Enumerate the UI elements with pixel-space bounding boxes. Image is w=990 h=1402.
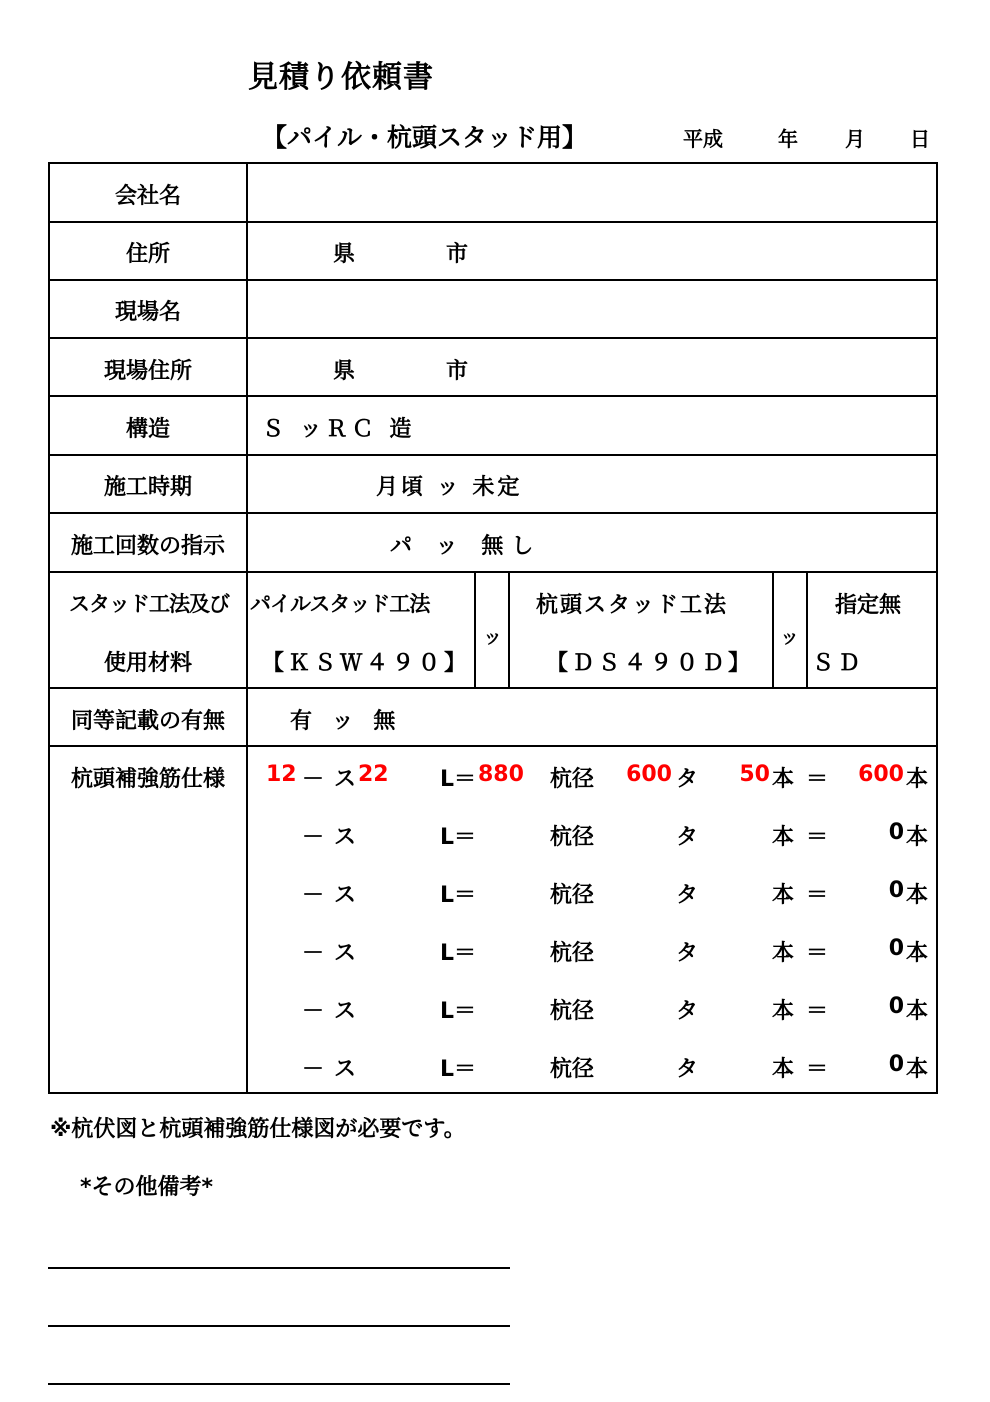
rebar-dash: － (302, 941, 325, 966)
address-city: 市 (446, 242, 469, 267)
column-divider (806, 571, 808, 687)
document-title: 見積り依頼書 (248, 60, 434, 95)
row-divider (50, 512, 936, 514)
address-label: 住所 (125, 242, 170, 267)
row-divider (50, 687, 936, 689)
equals-sign: ＝ (806, 767, 829, 792)
rebar-total-unit: 本 (906, 999, 929, 1024)
rebar-total-unit: 本 (906, 767, 929, 792)
rebar-length-label: L＝ (440, 825, 477, 850)
rebar-total[interactable]: 0 (888, 936, 904, 961)
row-divider (50, 395, 936, 397)
pile-diameter[interactable]: 600 (626, 762, 672, 787)
schedule-label: 施工時期 (103, 475, 192, 500)
rebar-grade-mark: ス (334, 999, 357, 1024)
column-divider (772, 571, 774, 687)
pile-stud-material: 【ＫＳＷ４９０】 (262, 651, 471, 676)
company-label: 会社名 (114, 184, 181, 209)
remarks-title: *その他備考* (80, 1175, 214, 1200)
row-divider (50, 745, 936, 747)
date-year-label: 年 (778, 127, 798, 151)
rebar-total-unit: 本 (906, 883, 929, 908)
date-era: 平成 (683, 127, 723, 151)
rebar-length-label: L＝ (440, 941, 477, 966)
quote-request-form (48, 162, 938, 1094)
rebar-grade-mark: ス (334, 941, 357, 966)
rebar-total[interactable]: 0 (888, 878, 904, 903)
row-divider (50, 221, 936, 223)
pile-count-unit: 本 (772, 941, 795, 966)
pile-count-unit: 本 (772, 999, 795, 1024)
row-divider (50, 337, 936, 339)
rebar-total-unit: 本 (906, 825, 929, 850)
address-pref: 県 (333, 242, 356, 267)
rebar-diameter[interactable]: 22 (358, 762, 389, 787)
equals-sign: ＝ (806, 883, 829, 908)
site-address-city: 市 (446, 359, 469, 384)
pile-diameter-label: 杭径 (550, 883, 595, 908)
stud-method-label: スタッド工法及び (69, 592, 229, 616)
column-divider (508, 571, 510, 687)
schedule-value: 月頃 ッ 未定 (376, 475, 523, 500)
equivalent-label: 同等記載の有無 (70, 709, 225, 734)
equals-sign: ＝ (806, 941, 829, 966)
material-label: 使用材料 (103, 651, 192, 676)
instruction-value: パ ッ 無し (390, 534, 542, 559)
pile-count-unit: 本 (772, 767, 795, 792)
rebar-dash: － (302, 825, 325, 850)
rebar-grade-mark: ス (334, 825, 357, 850)
remarks-line[interactable] (48, 1383, 510, 1385)
rebar-spec-label: 杭頭補強筋仕様 (70, 767, 225, 792)
equivalent-value: 有 ッ 無 (290, 709, 402, 734)
structure-label: 構造 (125, 417, 170, 442)
remarks-line[interactable] (48, 1325, 510, 1327)
pile-diameter-unit: タ (676, 1057, 699, 1082)
row-divider (50, 571, 936, 573)
pile-diameter-label: 杭径 (550, 767, 595, 792)
pile-count-unit: 本 (772, 883, 795, 908)
site-address-label: 現場住所 (103, 359, 192, 384)
rebar-total-unit: 本 (906, 941, 929, 966)
rebar-total[interactable]: 0 (888, 994, 904, 1019)
pile-diameter-label: 杭径 (550, 941, 595, 966)
site-name-label: 現場名 (114, 300, 181, 325)
rebar-grade-mark: ス (334, 883, 357, 908)
pile-count-unit: 本 (772, 825, 795, 850)
pile-diameter-unit: タ (676, 941, 699, 966)
column-divider (246, 164, 248, 1094)
pile-count[interactable]: 50 (739, 762, 770, 787)
pile-stud-method: パイルスタッド工法 (250, 592, 430, 616)
rebar-dash: － (302, 767, 325, 792)
rebar-dash: － (302, 999, 325, 1024)
rebar-dash: － (302, 883, 325, 908)
instruction-label: 施工回数の指示 (70, 534, 225, 559)
date-day-label: 日 (910, 127, 930, 151)
pile-diameter-unit: タ (676, 825, 699, 850)
pile-head-stud-material: 【ＤＳ４９０Ｄ】 (546, 651, 755, 676)
pile-stud-check[interactable]: ッ (483, 626, 503, 648)
rebar-total[interactable]: 0 (888, 820, 904, 845)
unspecified-option: 指定無 (835, 593, 902, 618)
rebar-total-unit: 本 (906, 1057, 929, 1082)
equals-sign: ＝ (806, 999, 829, 1024)
rebar-total[interactable]: 600 (858, 762, 904, 787)
equals-sign: ＝ (806, 825, 829, 850)
unspecified-material: ＳＤ (812, 651, 865, 676)
pile-diameter-unit: タ (676, 883, 699, 908)
pile-head-stud-check[interactable]: ッ (780, 626, 800, 648)
site-address-pref: 県 (333, 359, 356, 384)
rebar-length-label: L＝ (440, 1057, 477, 1082)
column-divider (474, 571, 476, 687)
pile-diameter-label: 杭径 (550, 1057, 595, 1082)
equals-sign: ＝ (806, 1057, 829, 1082)
rebar-grade-mark: ス (334, 767, 357, 792)
structure-value: Ｓ ッＲＣ 造 (262, 417, 416, 442)
pile-diameter-unit: タ (676, 767, 699, 792)
date-month-label: 月 (845, 127, 865, 151)
rebar-length-label: L＝ (440, 999, 477, 1024)
rebar-length-label: L＝ (440, 883, 477, 908)
rebar-length[interactable]: 880 (478, 762, 524, 787)
rebar-count[interactable]: 12 (266, 762, 297, 787)
rebar-dash: － (302, 1057, 325, 1082)
row-divider (50, 279, 936, 281)
pile-count-unit: 本 (772, 1057, 795, 1082)
rebar-total[interactable]: 0 (888, 1052, 904, 1077)
pile-diameter-label: 杭径 (550, 825, 595, 850)
pile-diameter-unit: タ (676, 999, 699, 1024)
document-subtitle: 【パイル・杭頭スタッド用】 (262, 123, 588, 152)
rebar-length-label: L＝ (440, 767, 477, 792)
pile-head-stud-method: 杭頭スタッド工法 (536, 593, 729, 618)
pile-diameter-label: 杭径 (550, 999, 595, 1024)
rebar-grade-mark: ス (334, 1057, 357, 1082)
remarks-line[interactable] (48, 1267, 510, 1269)
row-divider (50, 454, 936, 456)
required-drawings-note: ※杭伏図と杭頭補強筋仕様図が必要です。 (50, 1117, 466, 1142)
